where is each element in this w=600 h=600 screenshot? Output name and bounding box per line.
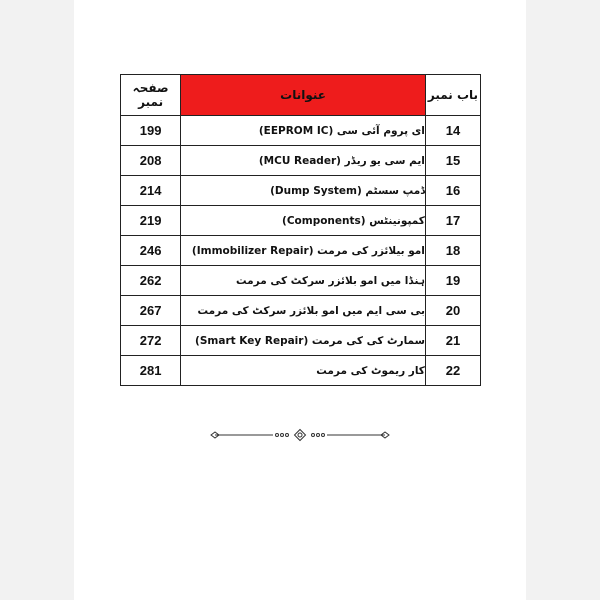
table-row <box>121 266 481 296</box>
table-row <box>121 146 481 176</box>
chapter-title: امو بیلائزر کی مرمت (Immobilizer Repair) <box>181 236 426 266</box>
table-row <box>121 236 481 266</box>
table-row <box>121 116 481 146</box>
table-row <box>121 296 481 326</box>
page-number: 267 <box>121 296 181 326</box>
header-chapter-number: باب نمبر <box>425 75 480 116</box>
chapter-number: 14 <box>425 116 480 146</box>
page-number: 219 <box>121 206 181 236</box>
chapter-title: کمپونینٹس (Components) <box>181 206 426 236</box>
page-number: 214 <box>121 176 181 206</box>
chapter-number: 22 <box>425 356 480 386</box>
header-titles: عنوانات <box>181 75 426 116</box>
page-number: 246 <box>121 236 181 266</box>
chapter-title: ای پروم آئی سی (EEPROM IC) <box>181 116 426 146</box>
page-number: 281 <box>121 356 181 386</box>
chapter-number: 15 <box>425 146 480 176</box>
divider-ornament-icon <box>209 428 391 442</box>
chapter-title: کار ریموٹ کی مرمت <box>181 356 426 386</box>
contents-table <box>120 74 481 386</box>
chapter-number: 20 <box>425 296 480 326</box>
chapter-number: 16 <box>425 176 480 206</box>
page-number: 208 <box>121 146 181 176</box>
table-header-row <box>121 75 481 116</box>
chapter-number: 21 <box>425 326 480 356</box>
chapter-title: ہنڈا میں امو بلائزر سرکٹ کی مرمت <box>181 266 426 296</box>
document-page <box>74 0 526 600</box>
header-page-number: صفحہ نمبر <box>121 75 181 116</box>
chapter-number: 17 <box>425 206 480 236</box>
table-row <box>121 206 481 236</box>
page-number: 262 <box>121 266 181 296</box>
table-row <box>121 326 481 356</box>
page-number: 199 <box>121 116 181 146</box>
table-row <box>121 356 481 386</box>
page-number: 272 <box>121 326 181 356</box>
chapter-title: ڈمپ سسٹم (Dump System) <box>181 176 426 206</box>
chapter-title: سمارٹ کی کی مرمت (Smart Key Repair) <box>181 326 426 356</box>
chapter-number: 19 <box>425 266 480 296</box>
chapter-number: 18 <box>425 236 480 266</box>
chapter-title: بی سی ایم میں امو بلائزر سرکٹ کی مرمت <box>181 296 426 326</box>
chapter-title: ایم سی یو ریڈر (MCU Reader) <box>181 146 426 176</box>
table-row <box>121 176 481 206</box>
